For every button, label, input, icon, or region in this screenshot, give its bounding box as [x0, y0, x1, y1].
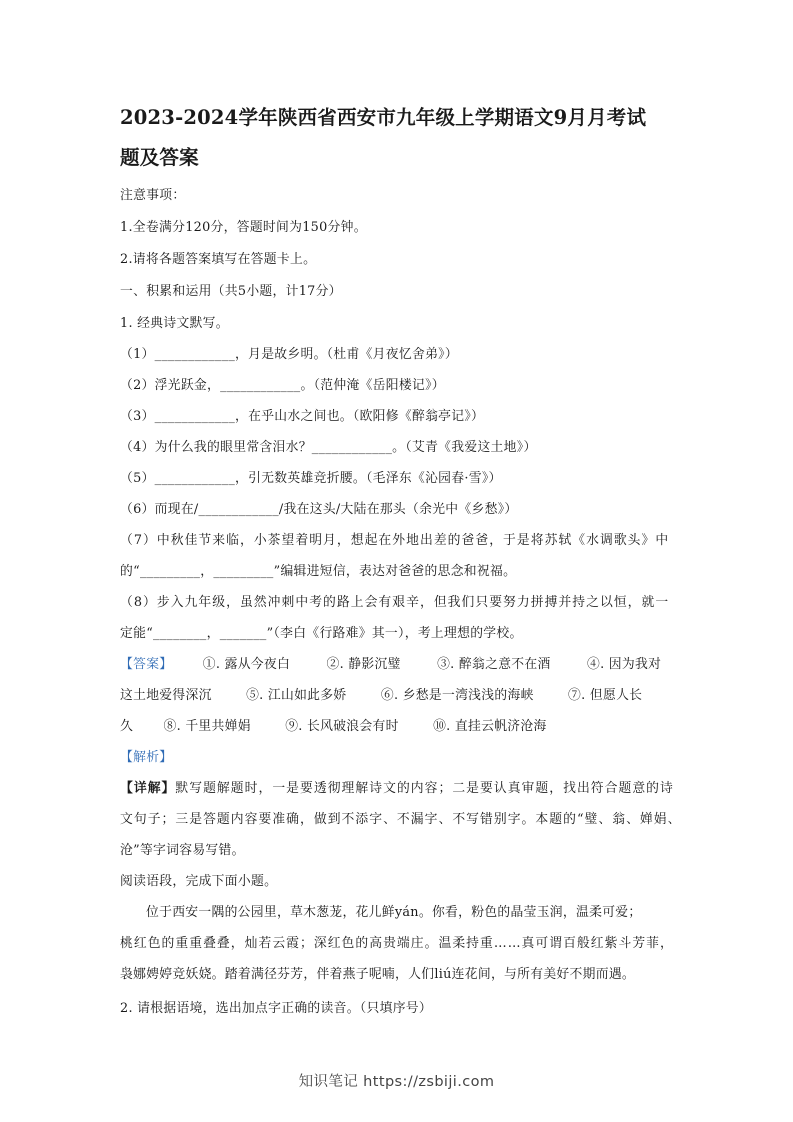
question-item: （1）____________，月是故乡明。（杜甫《月夜忆舍弟》） [120, 347, 458, 362]
notice-heading: 注意事项： [120, 188, 186, 203]
detail-tag: 【详解】 [120, 781, 176, 796]
question-item: （8）步入九年级，虽然冲刺中考的路上会有艰辛，但我们只要努力拼搏并持之以恒，就一 [120, 595, 670, 610]
question-stem: 2. 请根据语境，选出加点字正确的读音。（只填序号） [120, 1001, 433, 1016]
question-item: （2）浮光跃金，____________。（范仲淹《岳阳楼记》） [120, 378, 445, 393]
answer-row [120, 717, 547, 737]
answer-item: ⑥. 乡愁是一湾浅浅的海峡 [380, 688, 534, 703]
doc-title-line2: 题及答案 [120, 146, 199, 169]
analysis-tag: 【解析】 [120, 750, 173, 765]
question-item: （4）为什么我的眼里常含泪水？____________。（艾青《我爱这土地》） [120, 440, 537, 455]
doc-title-line1: 2023-2024学年陕西省西安市九年级上学期语文9月月考试 [120, 106, 647, 129]
analysis-line: 文句子；三是答题内容要准确，做到不添字、不漏字、不写错别字。本题的“璧、翁、婵娟、 [120, 812, 682, 827]
answer-row [120, 686, 642, 706]
answer-item: ④. 因为我对 [586, 657, 662, 672]
question-item: （5）____________，引无数英雄竞折腰。（毛泽东《沁园春·雪》） [120, 471, 502, 486]
question-stem: 1. 经典诗文默写。 [120, 316, 229, 331]
notice-item: 2.请将各题答案填写在答题卡上。 [120, 252, 317, 267]
reading-paragraph-line: 袅娜娉婷竞妖娆。踏着满径芬芳，伴着燕子呢喃，人们liú连花间，与所有美好不期而遇。 [120, 967, 636, 982]
question-item: （7）中秋佳节来临，小茶望着明月，想起在外地出差的爸爸，于是将苏轼《水调歌头》中 [120, 533, 670, 548]
reading-paragraph-line: 位于西安一隅的公园里，草木葱茏，花儿鲜yán。你看，粉色的晶莹玉润，温柔可爱； [146, 905, 642, 920]
reading-intro: 阅读语段，完成下面小题。 [120, 874, 278, 889]
answer-item: ①. 露从今夜白 [202, 657, 291, 672]
question-item: （6）而现在/____________/我在这头/大陆在那头（余光中《乡愁》） [120, 502, 518, 517]
answer-row [120, 655, 661, 675]
analysis-text: 默写题解题时，一是要透彻理解诗文的内容；二是要认真审题，找出符合题意的诗 [175, 781, 674, 796]
answer-tag: 【答案】 [120, 657, 173, 672]
question-item: （3）____________，在乎山水之间也。（欧阳修《醉翁亭记》） [120, 409, 485, 424]
analysis-line: 沧”等字词容易写错。 [120, 843, 245, 858]
footer-watermark: 知识笔记 https://zsbiji.com [298, 1074, 495, 1090]
answer-item: ⑦. 但愿人长 [568, 688, 643, 703]
answer-item: ②. 静影沉璧 [326, 657, 401, 672]
question-item-continued: 的“_________，_________”编辑进短信，表达对爸爸的思念和祝福。 [120, 564, 517, 579]
answer-item: ⑧. 千里共婵娟 [163, 719, 251, 734]
answer-item: ⑤. 江山如此多娇 [246, 688, 347, 703]
question-item-continued: 定能“________，_______”（李白《行路难》其一），考上理想的学校。 [120, 626, 523, 641]
answer-item: ③. 醉翁之意不在酒 [437, 657, 551, 672]
section-heading: 一、积累和运用（共5小题，计17分） [120, 284, 342, 299]
analysis-line [120, 779, 674, 799]
reading-paragraph-line: 桃红色的重重叠叠，灿若云霞；深红色的高贵端庄。温柔持重……真可谓百般红紫斗芳菲， [120, 936, 674, 951]
notice-item: 1.全卷满分120分，答题时间为150分钟。 [120, 220, 367, 235]
answer-item: ⑨. 长风破浪会有时 [285, 719, 399, 734]
answer-item: 久 [120, 719, 134, 734]
answer-item: ⑩. 直挂云帆济沧海 [433, 719, 547, 734]
answer-item: 这土地爱得深沉 [120, 688, 212, 703]
